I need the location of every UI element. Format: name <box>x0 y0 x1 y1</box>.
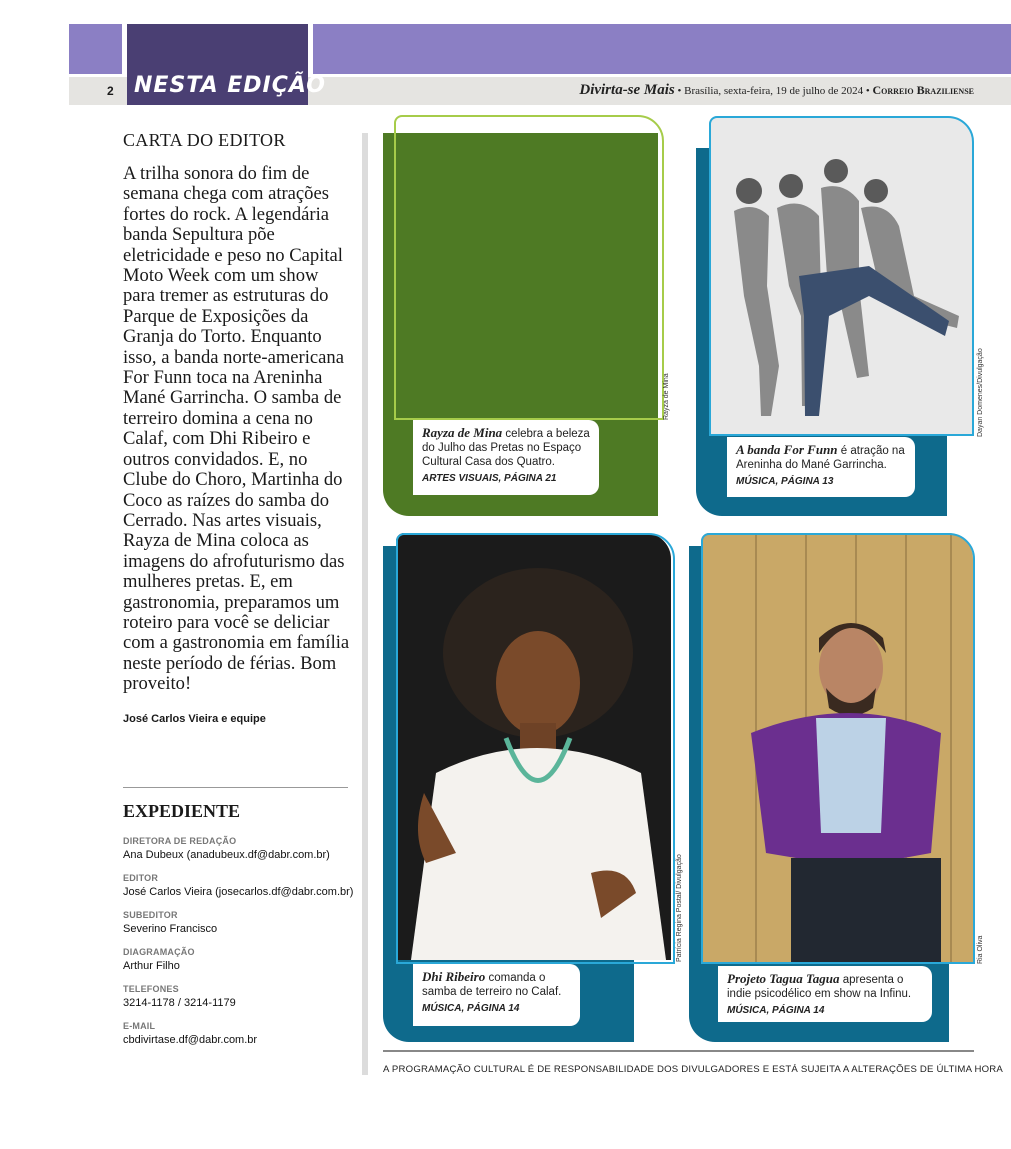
vertical-rule <box>362 133 368 1075</box>
masthead-value: Ana Dubeux (anadubeux.df@dabr.com.br) <box>123 849 330 861</box>
footer-rule <box>383 1050 974 1052</box>
section-title: NESTA EDIÇÃO <box>134 73 326 98</box>
masthead-item <box>123 910 358 935</box>
card-caption <box>413 420 599 495</box>
masthead-item <box>123 984 358 1009</box>
photo-credit: Dayan Domenes/Divulgação <box>977 348 984 437</box>
card-frame <box>701 533 975 964</box>
bullet-separator: • <box>677 85 682 97</box>
masthead-item <box>123 873 358 898</box>
bullet-separator: • <box>865 85 870 97</box>
editor-letter-title: CARTA DO EDITOR <box>123 130 286 150</box>
page-number: 2 <box>107 84 114 98</box>
caption-page-ref: ARTES VISUAIS, PÁGINA 21 <box>422 473 557 484</box>
caption-name: Rayza de Mina <box>422 425 506 440</box>
photo-credit: Patrícia Regina Postal/ Divulgação <box>676 854 683 962</box>
column-divider <box>123 787 348 788</box>
masthead <box>123 801 358 1058</box>
photo-credit: Ria Oliva <box>977 935 984 964</box>
publication-name: Divirta-se Mais <box>579 82 675 98</box>
dateline <box>579 82 974 99</box>
masthead-title: EXPEDIENTE <box>123 801 241 821</box>
caption-page-ref: MÚSICA, PÁGINA 13 <box>736 476 834 487</box>
caption-text: apresenta o indie psicodélico em show na Infinu. <box>727 974 912 1000</box>
masthead-value: Arthur Filho <box>123 960 180 972</box>
caption-text: comanda o samba de terreiro no Calaf. <box>422 972 562 998</box>
header-accent-block <box>69 24 122 74</box>
masthead-value: Severino Francisco <box>123 923 218 935</box>
newspaper-name: Correio Braziliense <box>872 83 974 97</box>
date-text: Brasília, sexta-feira, 19 de julho de 2024 <box>684 85 864 97</box>
editor-letter-body: A trilha sonora do fim de semana chega com atrações fortes do rock. A legendária banda Sepultura põe eletricidade e peso no Capital Moto Week com um show para tremer as estruturas do Parque de Exposições da Granja do Torto. Enquanto isso, a banda norte-americana For Funn toca na Areninha Mané Garrincha. O samba de terreiro domina a cena no Calaf, com Dhi Ribeiro e outros convidados. E, no Clube do Choro, Martinha do Coco as raízes do samba do Cerrado. Nas artes visuais, Rayza de Mina coloca as imagens do afrofuturismo das mulheres pretas. E, em gastronomia, preparamos um roteiro para você se deliciar com a gastronomia em família neste período de férias. Bom proveito! <box>123 163 350 695</box>
masthead-label: DIRETORA DE REDAÇÃO <box>123 836 237 846</box>
editor-signature: José Carlos Vieira e equipe <box>123 712 266 725</box>
card-caption <box>718 966 932 1022</box>
card-frame <box>396 533 675 964</box>
caption-text: celebra a beleza do Julho das Pretas no Espaço Cultural Casa dos Quatro. <box>422 428 590 468</box>
header-accent-bar <box>313 24 1011 74</box>
footer-disclaimer: A PROGRAMAÇÃO CULTURAL É DE RESPONSABILIDADE DOS DIVULGADORES E ESTÁ SUJEITA A ALTERAÇÕES DE ÚLTIMA HORA <box>383 1064 1004 1075</box>
masthead-label: SUBEDITOR <box>123 910 178 920</box>
masthead-item <box>123 836 358 861</box>
card-caption <box>413 964 580 1026</box>
card-frame <box>394 115 664 420</box>
caption-name: Dhi Ribeiro <box>422 969 489 984</box>
masthead-item <box>123 947 358 972</box>
caption-text: é atração na Areninha do Mané Garrincha. <box>736 445 905 471</box>
caption-name: Projeto Tagua Tagua <box>727 971 843 986</box>
caption-page-ref: MÚSICA, PÁGINA 14 <box>422 1003 520 1014</box>
photo-credit: Rayza de Mina <box>663 373 670 420</box>
caption-page-ref: MÚSICA, PÁGINA 14 <box>727 1005 825 1016</box>
caption-name: A banda For Funn <box>736 442 841 457</box>
masthead-label: EDITOR <box>123 873 159 883</box>
card-caption <box>727 437 915 497</box>
masthead-label: DIAGRAMAÇÃO <box>123 947 195 957</box>
masthead-label: TELEFONES <box>123 984 179 994</box>
masthead-value: cbdivirtase.df@dabr.com.br <box>123 1034 258 1046</box>
card-frame <box>709 116 974 436</box>
masthead-value: José Carlos Vieira (josecarlos.df@dabr.com.br) <box>123 886 354 898</box>
masthead-label: E-MAIL <box>123 1021 156 1031</box>
masthead-item <box>123 1021 358 1046</box>
editor-letter <box>123 130 353 725</box>
masthead-value: 3214-1178 / 3214-1179 <box>123 997 236 1009</box>
